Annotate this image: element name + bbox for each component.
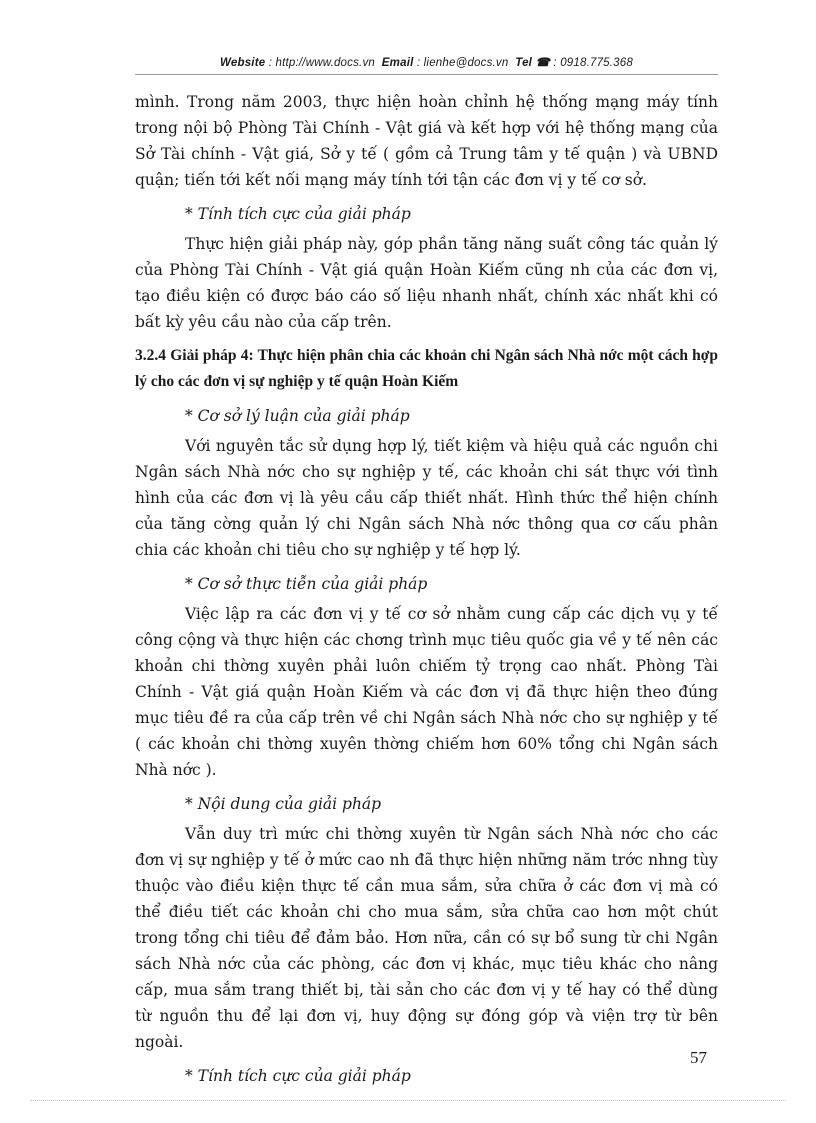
tel-label: Tel ☎ [515, 57, 550, 69]
subheading-content: * Nội dung của giải pháp [185, 795, 382, 813]
email-label: Email [381, 57, 414, 69]
paragraph-content: Vẫn duy trì mức chi thờng xuyên từ Ngân sách Nhà nớc cho các đơn vị sự nghiệp y tế ở mức cao nh đã thực hiện những năm trớc nhng tùy thuộc vào điều kiện thực tế cần mua sắm, sửa chữa ở các đơn vị mà có thể điều tiết các khoản chi cho mua sắm, sửa chữa cao hơn một chút trong tổng chi tiêu để đảm bảo. Hơn nữa, cần có sự bổ sung từ chi Ngân sách Nhà nớc của các phòng, các đơn vị khác, mục tiêu khác cho nâng cấp, mua sắm trang thiết bị, tài sản cho các đơn vị y tế hay có thể dùng từ nguồn thu để lại đơn vị, huy động sự đóng góp và viện trợ từ bên ngoài. [135, 825, 718, 1051]
paragraph-practice: Việc lập ra các đơn vị y tế cơ sở nhằm cung cấp các dịch vụ y tế công cộng và thực hiện các chơng trình mục tiêu quốc gia về y tế nên các khoản chi thờng xuyên phải luôn chiếm tỷ trọng cao nhất. Phòng Tài Chính - Vật giá quận Hoàn Kiếm và các đơn vị đã thực hiện theo đúng mục tiêu đề ra của cấp trên về chi Ngân sách Nhà nớc cho sự nghiệp y tế ( các khoản chi thờng xuyên thờng chiếm hơn 60% tổng chi Ngân sách Nhà nớc ). [135, 605, 718, 779]
page-header [135, 55, 718, 69]
paragraph-intro: mình. Trong năm 2003, thực hiện hoàn chỉnh hệ thống mạng máy tính trong nội bộ Phòng Tài Chính - Vật giá và kết hợp với hệ thống mạng của Sở Tài chính - Vật giá, Sở y tế ( gồm cả Trung tâm y tế quận ) và UBND quận; tiến tới kết nối mạng máy tính tới tận các đơn vị y tế cơ sở. [135, 93, 718, 189]
subheading-positive-effect: * Tính tích cực của giải pháp [185, 205, 411, 223]
subheading-theory: * Cơ sở lý luận của giải pháp [185, 407, 410, 425]
email-address[interactable]: : lienhe@docs.vn [416, 57, 509, 69]
paragraph-effect: Thực hiện giải pháp này, góp phần tăng năng suất công tác quản lý của Phòng Tài Chính - Vật giá quận Hoàn Kiếm cũng nh của các đơn vị, tạo điều kiện có được báo cáo số liệu nhanh nhất, chính xác nhất khi có bất kỳ yêu cầu nào của cấp trên. [135, 235, 718, 331]
website-label: Website [220, 57, 266, 69]
subheading-positive-effect-2: * Tính tích cực của giải pháp [185, 1067, 411, 1085]
section-heading: 3.2.4 Giải pháp 4: Thực hiện phân chia các khoản chi Ngân sách Nhà nớc một cách hợp lý cho các đơn vị sự nghiệp y tế quận Hoàn Kiếm [135, 347, 718, 390]
tel-number: : 0918.775.368 [553, 57, 633, 69]
website-url[interactable]: : http://www.docs.vn [268, 57, 375, 69]
document-body [135, 89, 718, 1093]
page-number: 57 [690, 1048, 707, 1067]
paragraph-theory: Với nguyên tắc sử dụng hợp lý, tiết kiệm và hiệu quả các nguồn chi Ngân sách Nhà nớc cho sự nghiệp y tế, các khoản chi sát thực với tình hình của các đơn vị là yêu cầu cấp thiết nhất. Hình thức thể hiện chính của tăng cờng quản lý chi Ngân sách Nhà nớc thông qua cơ cấu phân chia các khoản chi tiêu cho sự nghiệp y tế hợp lý. [135, 437, 718, 559]
footer-divider [30, 1100, 786, 1101]
subheading-practice: * Cơ sở thực tiễn của giải pháp [185, 575, 428, 593]
header-divider [135, 74, 718, 75]
